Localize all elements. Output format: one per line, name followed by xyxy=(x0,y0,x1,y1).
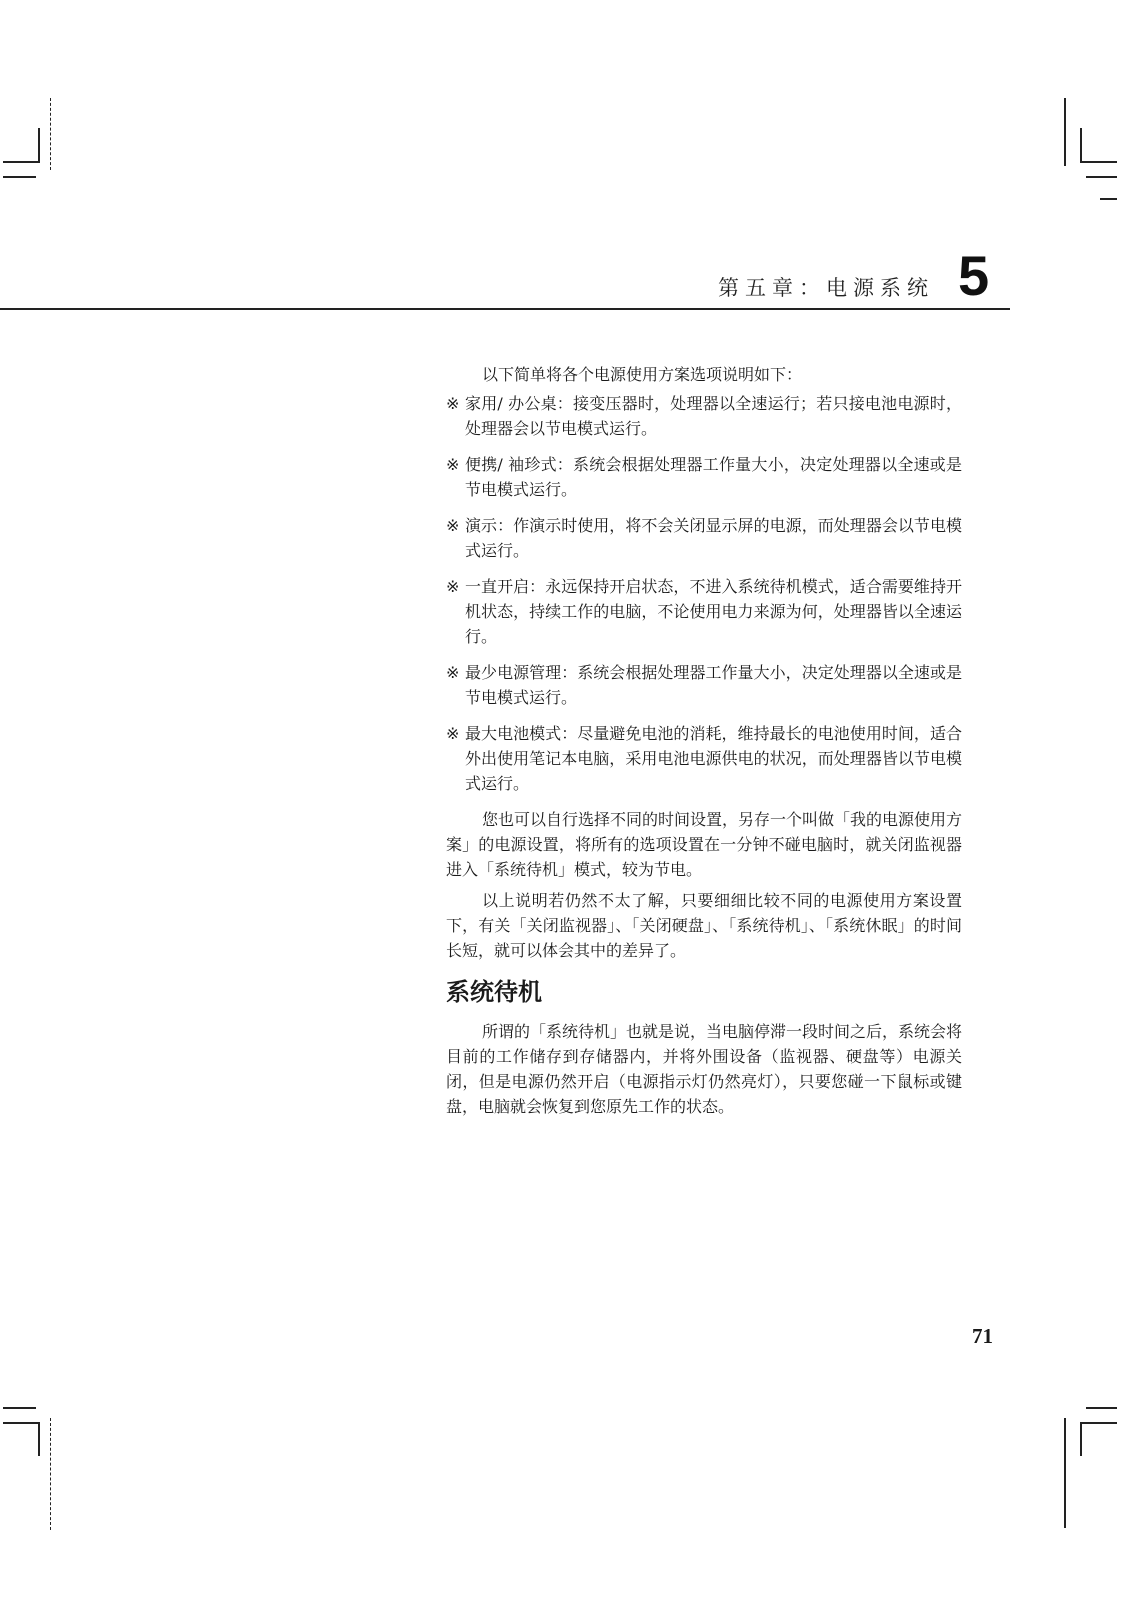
list-item-text: 最大电池模式：尽量避免电池的消耗，维持最长的电池使用时间，适合外出使用笔记本电脑，采用电池电源供电的状况，而处理器皆以节电模式运行。 xyxy=(465,724,962,793)
header-rule xyxy=(0,308,1010,310)
page-number: 71 xyxy=(972,1324,993,1348)
list-item-text: 一直开启：永远保持开启状态，不进入系统待机模式，适合需要维持开机状态，持续工作的电脑，不论使用电力来源为何，处理器皆以全速运行。 xyxy=(465,577,962,646)
page-content xyxy=(446,362,962,1125)
list-item xyxy=(446,574,962,649)
list-item xyxy=(446,660,962,710)
chapter-title: 第五章：电源系统 xyxy=(718,276,934,300)
section-body: 所谓的「系统待机」也就是说，当电脑停滞一段时间之后，系统会将目前的工作储存到存储器内，并将外围设备（监视器、硬盘等）电源关闭，但是电源仍然开启（电源指示灯仍然亮灯），只要您碰一下鼠标或键盘，电脑就会恢复到您原先工作的状态。 xyxy=(446,1022,963,1116)
list-item xyxy=(446,391,962,441)
reference-mark: ※ xyxy=(446,724,460,743)
body-paragraph: 您也可以自行选择不同的时间设置，另存一个叫做「我的电源使用方案」的电源设置，将所有的选项设置在一分钟不碰电脑时，就关闭监视器进入「系统待机」模式，较为节电。 xyxy=(446,810,963,879)
reference-mark: ※ xyxy=(446,455,460,474)
list-item-text: 最少电源管理：系统会根据处理器工作量大小，决定处理器以全速或是节电模式运行。 xyxy=(465,663,962,707)
reference-mark: ※ xyxy=(446,394,460,413)
body-paragraph: 以上说明若仍然不太了解，只要细细比较不同的电源使用方案设置下，有关「关闭监视器」、「关闭硬盘」、「系统待机」、「系统休眠」的时间长短，就可以体会其中的差异了。 xyxy=(446,891,962,960)
list-item-text: 便携/ 袖珍式：系统会根据处理器工作量大小，决定处理器以全速或是节电模式运行。 xyxy=(465,455,962,499)
reference-mark: ※ xyxy=(446,516,460,535)
list-item xyxy=(446,513,962,563)
reference-mark: ※ xyxy=(446,663,460,682)
list-item-text: 家用/ 办公桌：接变压器时，处理器以全速运行；若只接电池电源时，处理器会以节电模式运行。 xyxy=(465,394,962,438)
reference-mark: ※ xyxy=(446,577,460,596)
section-heading: 系统待机 xyxy=(446,978,542,1006)
list-item xyxy=(446,721,962,796)
list-item xyxy=(446,452,962,502)
chapter-number: 5 xyxy=(958,244,990,307)
intro-paragraph: 以下简单将各个电源使用方案选项说明如下： xyxy=(482,365,803,384)
list-item-text: 演示：作演示时使用，将不会关闭显示屏的电源，而处理器会以节电模式运行。 xyxy=(465,516,962,560)
